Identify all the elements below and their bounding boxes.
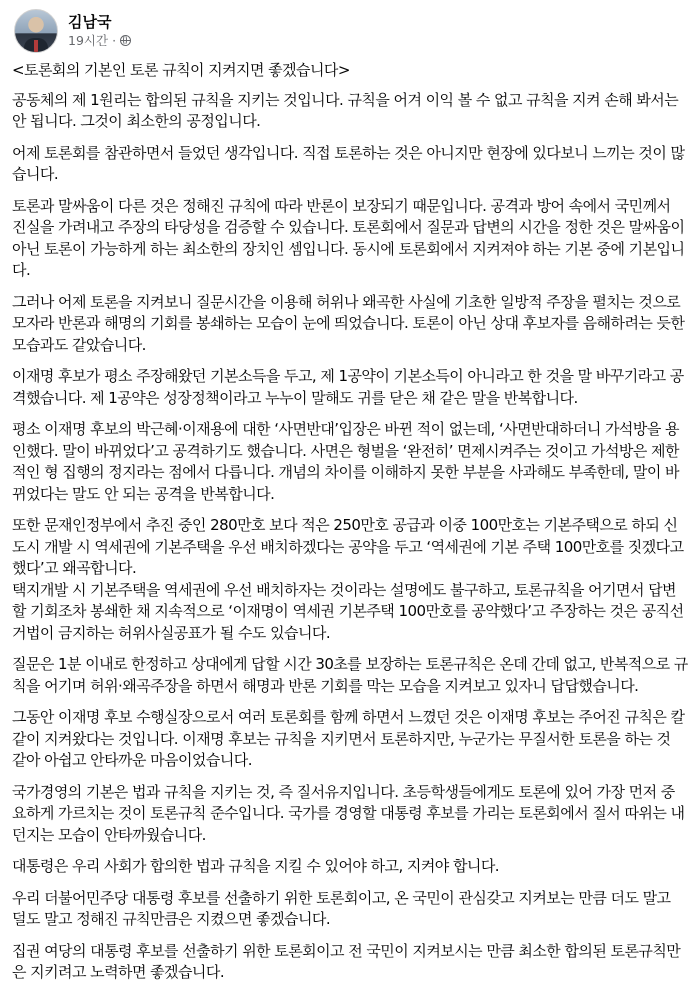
separator-dot: · [112, 33, 117, 48]
paragraph: 이재명 후보가 평소 주장해왔던 기본소득을 두고, 제 1공약이 기본소득이 아니라고 한 것을 말 바꾸기라고 공격했습니다. 제 1공약은 성장정책이라고 누누이 말해도 귀를 닫은 채 같은 말을 반복합니다. [12, 367, 684, 407]
paragraph: 또한 문재인정부에서 추진 중인 280만호 보다 적은 250만호 공급과 이중 100만호는 기본주택으로 하되 신도시 개발 시 역세권에 기본주택을 우선 배치하겠다는 공약을 두고 ‘역세권에 기본 주택 100만호를 짓겠다고 했다’고 왜곡합니다. [12, 516, 684, 577]
paragraph: 택지개발 시 기본주택을 역세권에 우선 배치하자는 것이라는 설명에도 불구하고, 토론규칙을 어기면서 답변할 기회조차 봉쇄한 채 지속적으로 ‘이재명이 역세권 기본주택 100만호를 공약했다’고 주장하는 것은 공직선거법이 금지하는 허위사실공표가 될 수도 있습니다. [12, 580, 684, 642]
author-name[interactable]: 김남국 [68, 13, 112, 31]
paragraph: 집권 여당의 대통령 후보를 선출하기 위한 토론회이고 전 국민이 지켜보시는 만큼 최소한 합의된 토론규칙만은 지키려고 노력하면 좋겠습니다. [12, 941, 681, 981]
post-body [12, 60, 688, 984]
avatar-tie [34, 40, 38, 52]
post-header [12, 0, 688, 58]
paragraph: 어제 토론회를 참관하면서 들었던 생각입니다. 직접 토론하는 것은 아니지만 현장에 있다보니 느끼는 것이 많습니다. [12, 143, 685, 183]
paragraph: 토론과 말싸움이 다른 것은 정해진 규칙에 따라 반론이 보장되기 때문입니다. 공격과 방어 속에서 국민께서 진실을 가려내고 주장의 타당성을 검증할 수 있습니다. 토론회에서 질문과 답변의 시간을 정한 것은 말싸움이 아닌 토론이 가능하게 하는 최소한의 장치인 셈입니다. 동시에 토론회에서 지켜져야 하는 기본 중에 기본입니다. [12, 196, 685, 279]
post-meta [68, 13, 131, 49]
paragraph: 대통령은 우리 사회가 합의한 법과 규칙을 지킬 수 있어야 하고, 지켜야 합니다. [12, 857, 499, 875]
post-title: <토론회의 기본인 토론 규칙이 지켜지면 좋겠습니다> [12, 61, 350, 79]
avatar[interactable] [14, 9, 58, 53]
post-time[interactable]: 19시간 [68, 33, 109, 48]
paragraph: 국가경영의 기본은 법과 규칙을 지키는 것, 즉 질서유지입니다. 초등학생들에게도 토론에 있어 가장 먼저 중요하게 가르치는 것이 토론규칙 준수입니다. 국가를 경영할 대통령 후보를 가리는 토론회에서 질서 따위는 내던지는 모습이 안타까웠습니다. [12, 782, 685, 844]
paragraph: 평소 이재명 후보의 박근혜·이재용에 대한 ‘사면반대’입장은 바뀐 적이 없는데, ‘사면반대하더니 가석방을 용인했다. 말이 바뀌었다’고 공격하기도 했습니다. 사면은 형벌을 ‘완전히’ 면제시켜주는 것이고 가석방은 제한적인 형 집행의 정지라는 점에서 다릅니다. 개념의 차이를 이해하지 못한 부분을 사과해도 부족한데, 말이 바뀌었다는 말도 안 되는 공격을 반복합니다. [12, 420, 679, 503]
paragraph: 우리 더불어민주당 대통령 후보를 선출하기 위한 토론회이고, 온 국민이 관심갖고 지켜보는 만큼 더도 말고 덜도 말고 정해진 규칙만큼은 지켰으면 좋겠습니다. [12, 888, 671, 928]
paragraph: 그러나 어제 토론을 지켜보니 질문시간을 이용해 허위나 왜곡한 사실에 기초한 일방적 주장을 펼치는 것으로 모자라 반론과 해명의 기회를 봉쇄하는 모습이 눈에 띄었습니다. 토론이 아닌 상대 후보자를 음해하려는 듯한 모습과도 같았습니다. [12, 292, 685, 354]
globe-icon[interactable] [120, 35, 131, 46]
paragraph: 그동안 이재명 후보 수행실장으로서 여러 토론회를 함께 하면서 느꼈던 것은 이재명 후보는 주어진 규칙은 칼같이 지켜왔다는 것입니다. 이재명 후보는 규칙을 지키면서 토론하지만, 누군가는 무질서한 토론을 하는 것 같아 아쉽고 안타까운 마음이었습니다. [12, 708, 685, 769]
paragraph: 공동체의 제 1원리는 합의된 규칙을 지키는 것입니다. 규칙을 어겨 이익 볼 수 없고 규칙을 지켜 손해 봐서는 안 됩니다. 그것이 최소한의 공정입니다. [12, 90, 679, 130]
post-subline [68, 32, 131, 49]
paragraph: 질문은 1분 이내로 한정하고 상대에게 답할 시간 30초를 보장하는 토론규칙은 온데 간데 없고, 반복적으로 규칙을 어기며 허위·왜곡주장을 하면서 해명과 반론 기회를 막는 모습을 지켜보고 있자니 답답했습니다. [12, 655, 688, 695]
